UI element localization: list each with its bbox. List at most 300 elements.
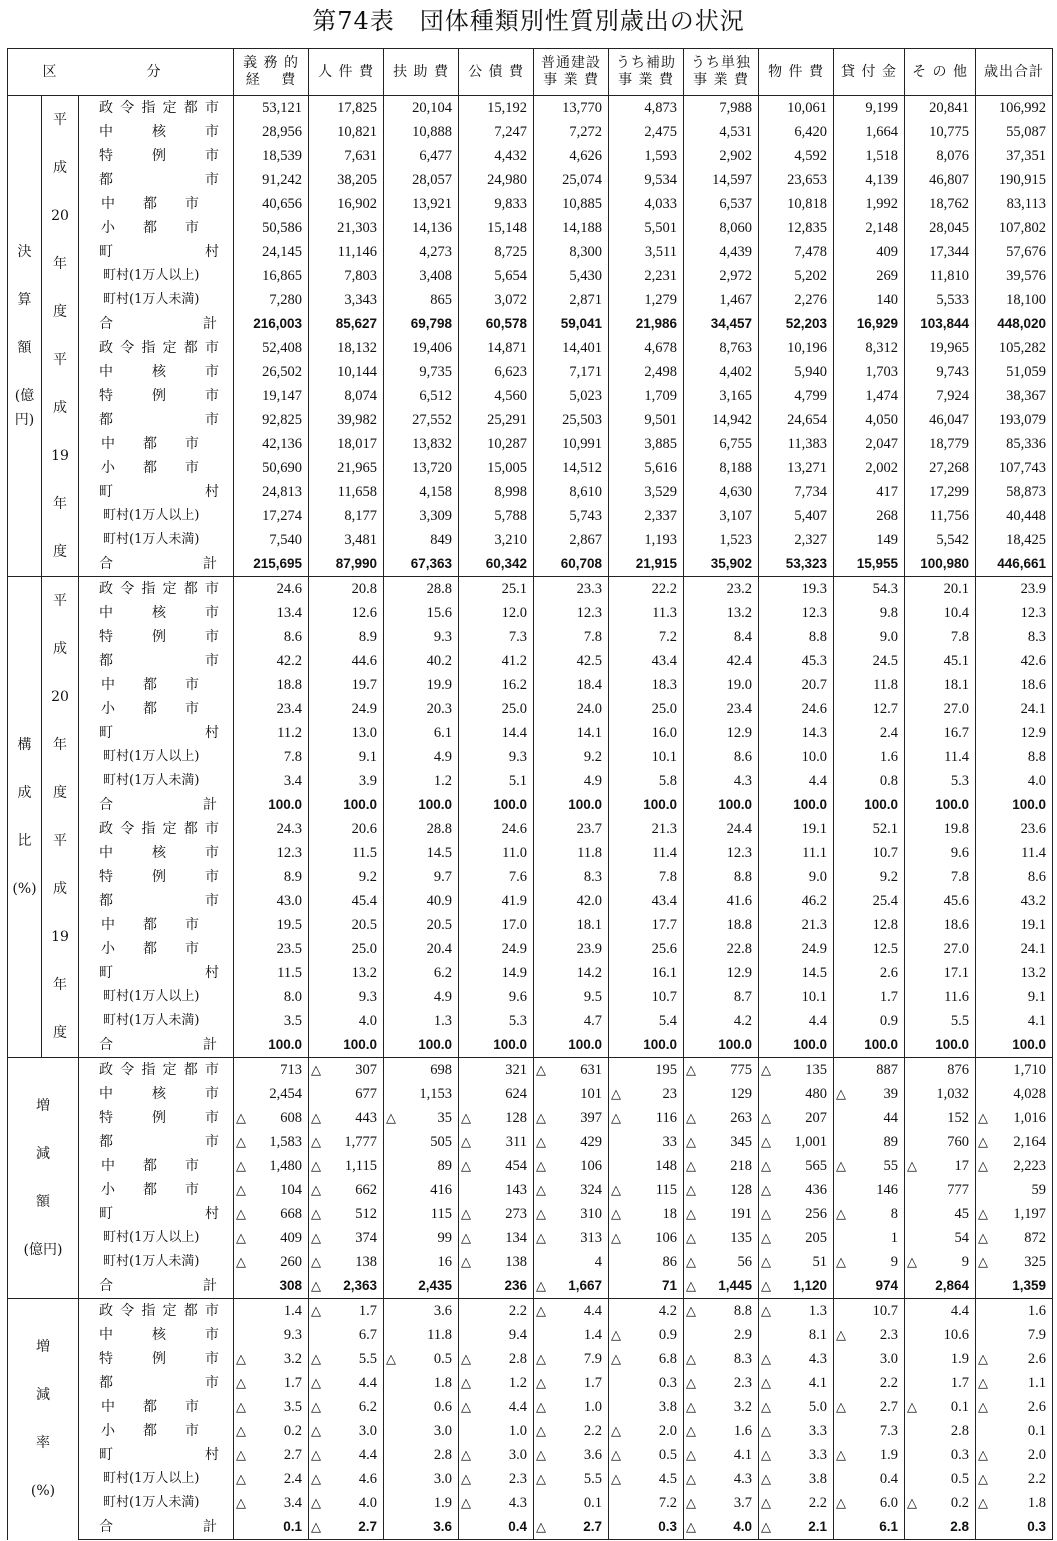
table-cell: 100.0 [905,793,976,817]
table-cell [684,1226,759,1250]
row-label [79,1443,234,1467]
table-cell: 19.1 [759,817,834,841]
row-label-text: 合計 [99,556,217,572]
table-cell: 20.6 [309,817,384,841]
cell-value: 4.6 [358,1471,378,1487]
decrease-triangle-icon: △ [236,1423,247,1438]
table-cell: 59,041 [534,312,609,336]
table-cell: 14,597 [684,168,759,192]
table-cell: 27,268 [905,456,976,480]
decrease-triangle-icon: △ [536,1182,547,1197]
table-cell [609,1106,684,1130]
table-cell: 42.2 [234,649,309,673]
table-cell [976,1202,1053,1226]
table-cell: 5.8 [609,769,684,793]
table-row-total [8,1274,1053,1299]
table-cell: 2,972 [684,264,759,288]
row-label [79,1299,234,1324]
table-cell: 8.7 [684,985,759,1009]
table-cell: 713 [234,1058,309,1083]
row-label-text: 特例市 [99,1110,219,1126]
table-cell: 1.7 [905,1371,976,1395]
table-cell: 23.9 [534,937,609,961]
row-label [79,336,234,360]
cell-value: 409 [280,1230,303,1246]
decrease-triangle-icon: △ [236,1134,247,1149]
section-label-text-char: 構 [17,737,32,753]
table-cell: 10.6 [905,1323,976,1347]
table-cell: 11.3 [609,601,684,625]
decrease-triangle-icon: △ [311,1110,322,1125]
table-cell [534,1299,609,1324]
table-cell: 4,402 [684,360,759,384]
table-cell: 46,807 [905,168,976,192]
table-cell [534,1515,609,1540]
decrease-triangle-icon: △ [311,1519,322,1534]
row-label [79,408,234,432]
table-cell: 2.6 [834,961,905,985]
table-cell: 10.7 [834,1299,905,1324]
table-cell: 190,915 [976,168,1053,192]
table-cell: 16.7 [905,721,976,745]
cell-value: 138 [355,1254,378,1270]
row-label-text: 中核市 [99,364,219,380]
table-cell: 9,743 [905,360,976,384]
table-cell: 19,147 [234,384,309,408]
table-cell: 409 [834,240,905,264]
decrease-triangle-icon: △ [311,1399,322,1414]
table-cell: 15,005 [459,456,534,480]
row-label [79,937,234,961]
table-cell: 4.3 [684,769,759,793]
row-label-text: 中都市 [101,1158,199,1174]
table-cell [759,1202,834,1226]
row-label-text: 町村 [99,965,219,981]
cell-value: 4.4 [508,1399,528,1415]
table-row [8,1443,1053,1467]
table-cell: 28.8 [384,577,459,602]
decrease-triangle-icon: △ [461,1206,472,1221]
table-cell: 45.6 [905,889,976,913]
cell-value: 324 [580,1182,603,1198]
cell-value: 2.7 [358,1519,378,1534]
decrease-triangle-icon: △ [311,1230,322,1245]
table-cell: 4.0 [309,1009,384,1033]
table-row [8,577,1053,602]
table-cell [309,1467,384,1491]
row-label [79,312,234,336]
table-cell [834,1082,905,1106]
table-cell: 1.7 [834,985,905,1009]
table-cell: 0.3 [976,1515,1053,1540]
decrease-triangle-icon: △ [761,1495,772,1510]
column-header [609,49,684,96]
row-label-text: 中核市 [99,124,219,140]
table-cell: 18.4 [534,673,609,697]
row-label [79,1323,234,1347]
table-cell: 9.1 [976,985,1053,1009]
cell-value: 1.8 [1027,1495,1047,1511]
table-cell: 8,312 [834,336,905,360]
table-cell: 39,982 [309,408,384,432]
row-label [79,1009,234,1033]
decrease-triangle-icon: △ [311,1423,322,1438]
cell-value: 313 [580,1230,603,1246]
decrease-triangle-icon: △ [836,1399,847,1414]
table-cell: 5,542 [905,528,976,552]
table-cell [976,1106,1053,1130]
cell-value: 1,480 [269,1158,303,1174]
table-cell: 7.8 [905,625,976,649]
table-cell: 6,512 [384,384,459,408]
year-label-text-char: 19 [51,448,69,464]
cell-value: 1.6 [733,1423,753,1439]
table-cell: 0.9 [834,1009,905,1033]
decrease-triangle-icon: △ [461,1110,472,1125]
table-cell: 6,477 [384,144,459,168]
year-label-text-char: 19 [51,929,69,945]
row-label-text: 小都市 [101,1182,199,1198]
row-label-text: 中都市 [101,436,199,452]
table-row [8,1058,1053,1083]
table-cell: 100.0 [234,1033,309,1058]
cell-value: 4.0 [733,1519,753,1534]
cell-value: 2.2 [1027,1471,1047,1487]
table-cell: 100.0 [459,1033,534,1058]
row-label [79,144,234,168]
column-header-line: 普通建設 [541,55,602,71]
row-label [79,601,234,625]
decrease-triangle-icon: △ [236,1254,247,1269]
table-cell: 3,885 [609,432,684,456]
cell-value: 1.1 [1027,1375,1047,1391]
row-label [79,913,234,937]
table-cell: 2,454 [234,1082,309,1106]
table-cell: 0.4 [834,1467,905,1491]
row-label-text: 町村 [99,484,219,500]
table-cell: 100.0 [534,1033,609,1058]
table-cell: 1.3 [384,1009,459,1033]
table-cell: 53,323 [759,552,834,577]
table-cell [459,1443,534,1467]
table-cell: 24.1 [976,697,1053,721]
cell-value: 4.0 [358,1495,378,1511]
table-cell: 17,274 [234,504,309,528]
table-row [8,504,1053,528]
table-cell [234,1250,309,1274]
table-cell: 33 [609,1130,684,1154]
table-cell [976,1491,1053,1515]
table-cell: 2,231 [609,264,684,288]
table-cell: 2,871 [534,288,609,312]
decrease-triangle-icon: △ [761,1399,772,1414]
table-cell [234,1491,309,1515]
table-cell: 42.0 [534,889,609,913]
table-cell: 4.4 [759,769,834,793]
table-cell: 60,708 [534,552,609,577]
table-cell: 19.7 [309,673,384,697]
table-cell: 1.8 [384,1371,459,1395]
column-header-line: 公 債 費 [468,63,524,80]
table-cell: 2,864 [905,1274,976,1299]
row-label-text: 政令指定都市 [99,1062,219,1078]
decrease-triangle-icon: △ [686,1471,697,1486]
cell-value: 2.0 [1027,1447,1047,1463]
table-cell [759,1371,834,1395]
table-row [8,1082,1053,1106]
table-cell [684,1202,759,1226]
table-cell: 11,146 [309,240,384,264]
cell-value: 115 [655,1182,678,1198]
cell-value: 5.5 [583,1471,603,1487]
row-label-text: 小都市 [101,460,199,476]
table-cell: 7,272 [534,120,609,144]
row-label-text: 合計 [99,1278,217,1294]
table-cell: 8.8 [976,745,1053,769]
table-cell: 760 [905,1130,976,1154]
table-cell: 1,518 [834,144,905,168]
cell-value: 6.2 [358,1399,378,1415]
section-label-text-char: (%) [12,881,37,897]
table-cell: 85,336 [976,432,1053,456]
row-label-text: 町村(1万人未満) [103,1495,200,1510]
decrease-triangle-icon: △ [761,1471,772,1486]
cell-value: 1,667 [568,1278,603,1293]
decrease-triangle-icon: △ [461,1134,472,1149]
table-cell: 6,623 [459,360,534,384]
table-cell: 1,664 [834,120,905,144]
table-cell: 25.0 [609,697,684,721]
table-cell: 23,653 [759,168,834,192]
table-cell [834,1323,905,1347]
table-cell: 4.9 [534,769,609,793]
table-cell: 7,478 [759,240,834,264]
table-cell: 14,188 [534,216,609,240]
table-cell: 100.0 [759,793,834,817]
section-label-text-char: 比 [17,833,32,849]
table-row-total [8,552,1053,577]
table-cell: 7,280 [234,288,309,312]
cell-value: 2.7 [283,1447,303,1463]
cell-value: 3.4 [283,1495,303,1511]
row-label [79,216,234,240]
decrease-triangle-icon: △ [536,1158,547,1173]
table-row [8,601,1053,625]
table-cell: 15,955 [834,552,905,577]
row-label-text: 都市 [99,653,219,669]
table-cell: 4,873 [609,96,684,121]
table-cell [976,1395,1053,1419]
column-header-line: うち補助 [616,55,677,71]
table-cell: 446,661 [976,552,1053,577]
decrease-triangle-icon: △ [836,1158,847,1173]
table-cell: 20.8 [309,577,384,602]
table-cell: 7.8 [534,625,609,649]
table-cell [976,1250,1053,1274]
row-label [79,192,234,216]
table-cell: 100.0 [309,793,384,817]
decrease-triangle-icon: △ [761,1110,772,1125]
table-cell: 19.5 [234,913,309,937]
table-cell: 2.8 [905,1419,976,1443]
year-label-text [51,348,69,564]
row-label [79,1130,234,1154]
table-cell: 55,087 [976,120,1053,144]
table-row [8,697,1053,721]
row-label [79,360,234,384]
expenditure-table [7,48,1053,1540]
table-cell: 14.2 [534,961,609,985]
decrease-triangle-icon: △ [686,1375,697,1390]
table-cell: 43.4 [609,889,684,913]
table-cell: 12,835 [759,216,834,240]
column-header-line: 事 業 費 [693,72,749,88]
row-label-text: 中核市 [99,1086,219,1102]
cell-value: 1.7 [358,1303,378,1319]
table-cell: 9.2 [534,745,609,769]
table-cell: 83,113 [976,192,1053,216]
table-cell [684,1419,759,1443]
table-cell: 13,921 [384,192,459,216]
table-cell: 28.8 [384,817,459,841]
cell-value: 3.0 [508,1447,528,1463]
table-cell: 100.0 [309,1033,384,1058]
table-cell: 10,061 [759,96,834,121]
table-cell: 9.0 [834,625,905,649]
column-header [384,49,459,96]
decrease-triangle-icon: △ [836,1327,847,1342]
table-cell: 23.5 [234,937,309,961]
table-cell: 1,710 [976,1058,1053,1083]
table-cell: 3,408 [384,264,459,288]
decrease-triangle-icon: △ [686,1351,697,1366]
row-label-text: 合計 [99,1037,217,1053]
year-label-text [51,829,69,1045]
table-cell: 0.1 [534,1491,609,1515]
table-cell: 4 [534,1250,609,1274]
row-label [79,793,234,817]
row-label [79,1178,234,1202]
table-row [8,384,1053,408]
decrease-triangle-icon: △ [686,1230,697,1245]
decrease-triangle-icon: △ [536,1399,547,1414]
table-row [8,240,1053,264]
decrease-triangle-icon: △ [611,1423,622,1438]
decrease-triangle-icon: △ [978,1110,989,1125]
table-cell [459,1202,534,1226]
column-header [905,49,976,96]
table-cell: 91,242 [234,168,309,192]
table-cell: 12.3 [534,601,609,625]
table-cell: 20.4 [384,937,459,961]
table-cell: 53,121 [234,96,309,121]
table-cell: 18,017 [309,432,384,456]
table-cell: 2,047 [834,432,905,456]
table-cell: 45.4 [309,889,384,913]
table-cell: 1,153 [384,1082,459,1106]
table-cell: 2.4 [834,721,905,745]
cell-value: 2,223 [1013,1158,1047,1174]
decrease-triangle-icon: △ [978,1254,989,1269]
table-cell [234,1467,309,1491]
table-cell: 8,763 [684,336,759,360]
row-label [79,721,234,745]
table-cell: 1,709 [609,384,684,408]
table-cell [459,1106,534,1130]
table-row [8,1009,1053,1033]
cell-value: 17 [954,1158,970,1174]
table-cell: 2,902 [684,144,759,168]
cell-value: 256 [805,1206,828,1222]
table-cell [684,1178,759,1202]
row-label-text: 町村(1万人未満) [103,773,200,788]
table-cell: 24,145 [234,240,309,264]
table-cell [309,1178,384,1202]
table-cell: 2.2 [459,1299,534,1324]
table-cell: 4,560 [459,384,534,408]
decrease-triangle-icon: △ [536,1351,547,1366]
table-cell: 140 [834,288,905,312]
decrease-triangle-icon: △ [686,1134,697,1149]
cell-value: 1,016 [1013,1110,1047,1126]
table-cell: 7,803 [309,264,384,288]
table-cell [534,1443,609,1467]
table-cell: 35,902 [684,552,759,577]
table-cell: 2,867 [534,528,609,552]
table-cell: 103,844 [905,312,976,336]
row-label-text: 政令指定都市 [99,340,219,356]
decrease-triangle-icon: △ [836,1086,847,1101]
cell-value: 263 [730,1110,753,1126]
decrease-triangle-icon: △ [536,1062,547,1077]
table-cell: 10,991 [534,432,609,456]
table-cell: 18,762 [905,192,976,216]
cell-value: 138 [505,1254,528,1270]
table-row-total [8,1515,1053,1540]
decrease-triangle-icon: △ [311,1375,322,1390]
table-cell: 14,512 [534,456,609,480]
decrease-triangle-icon: △ [461,1447,472,1462]
table-cell: 4.1 [976,1009,1053,1033]
row-label [79,1250,234,1274]
column-header [309,49,384,96]
table-cell [759,1106,834,1130]
table-cell: 24.6 [234,577,309,602]
table-cell: 18,539 [234,144,309,168]
table-cell [534,1106,609,1130]
year-label-text-char: 20 [51,689,69,705]
table-row [8,1226,1053,1250]
table-cell [459,1467,534,1491]
table-cell: 2.2 [834,1371,905,1395]
table-cell: 10.1 [609,745,684,769]
table-cell: 146 [834,1178,905,1202]
row-label [79,456,234,480]
table-cell: 9,199 [834,96,905,121]
table-cell: 18,132 [309,336,384,360]
table-cell: 14.5 [759,961,834,985]
cell-value: 1.2 [508,1375,528,1391]
table-cell: 54.3 [834,577,905,602]
table-cell: 24.1 [976,937,1053,961]
table-cell [534,1178,609,1202]
table-cell: 1,992 [834,192,905,216]
table-cell: 8.8 [684,865,759,889]
table-cell: 100.0 [684,1033,759,1058]
table-cell: 10,775 [905,120,976,144]
table-cell: 19.9 [384,673,459,697]
table-cell: 11,810 [905,264,976,288]
